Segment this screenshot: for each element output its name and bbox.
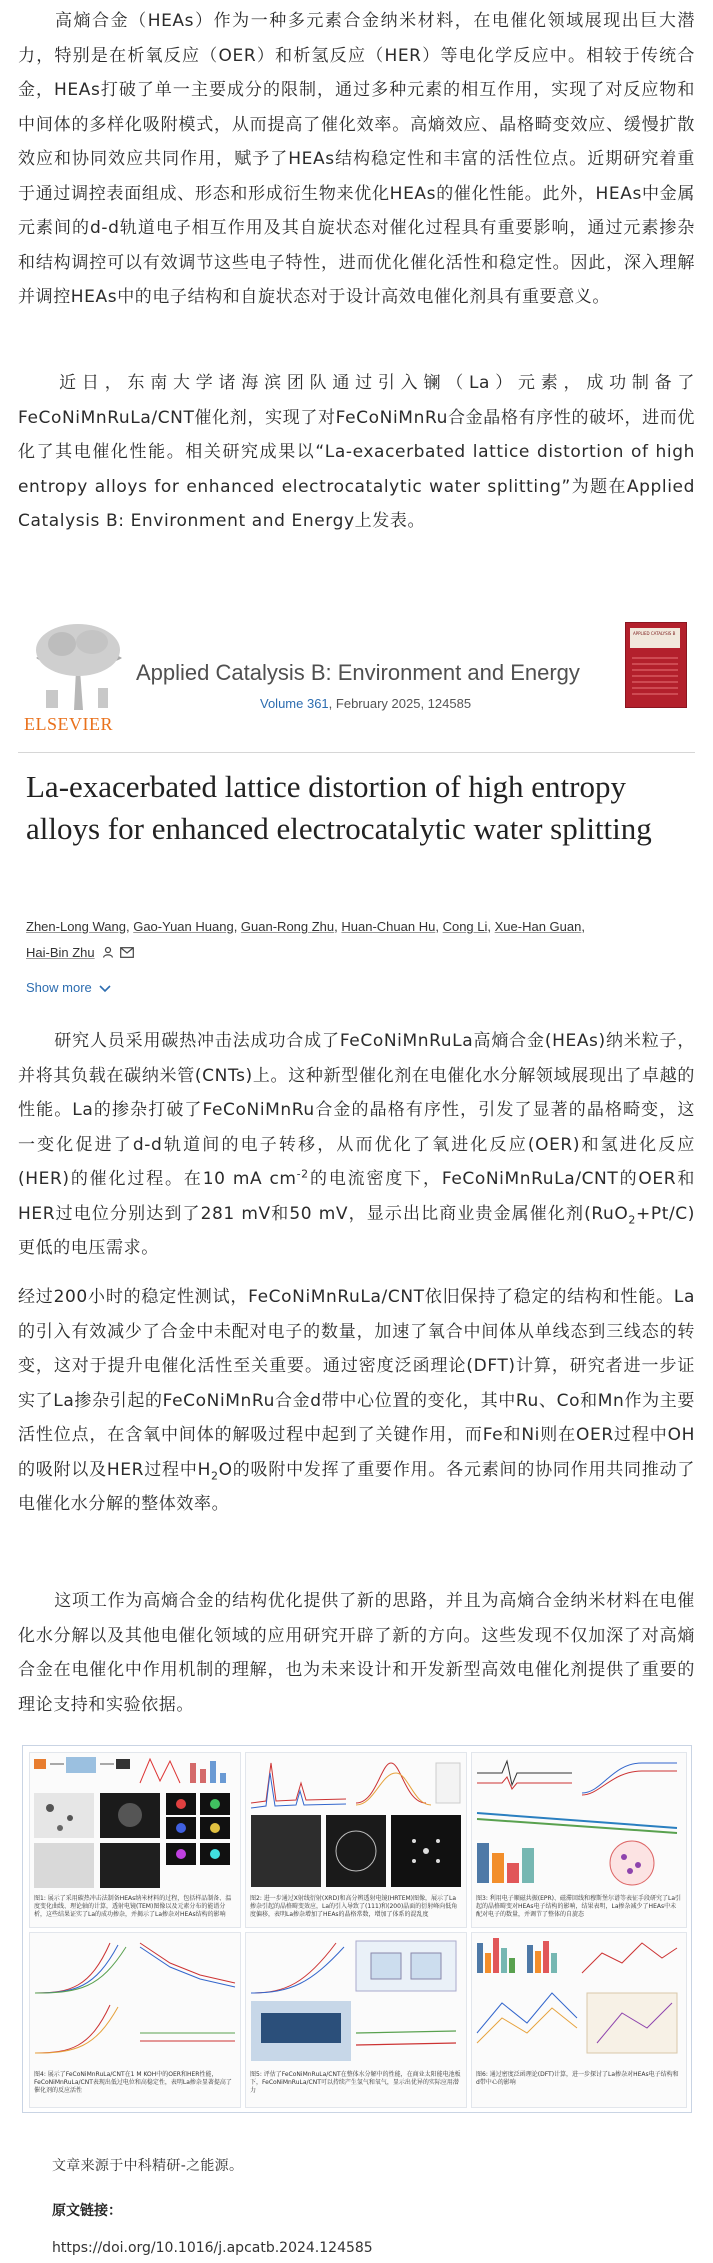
publisher-name: ELSEVIER (24, 714, 113, 734)
journal-cover-image[interactable] (625, 622, 687, 708)
body-paragraph-stability: 经过200小时的稳定性测试，FeCoNiMnRuLa/CNT依旧保持了稳定的结构和性能。La的引入有效减少了合金中未配对电子的数量，加速了氧合中间体从单线态到三线态的转变，这对于提升电催化活性至关重要。通过密度泛函理论(DFT)计算，研究者进一步证实了La掺杂引起的FeCoNiMnRu合金d带中心位置的变化，其中Ru、Co和Mn作为主要活性位点，在含氧中间体的解吸过程中起到了关键作用，而Fe和Ni则在OER过程中OH的吸附以及HER过程中$H_2O$的吸附中发挥了重要作用。各元素间的协同作用共同推动了电催化水分解的整体效率。 (18, 1287, 695, 1514)
composite-figure[interactable] (22, 1745, 692, 2113)
original-link-label: 原文链接： (52, 2203, 122, 2219)
show-more-button[interactable] (26, 980, 111, 996)
body-paragraph-conclusion: 这项工作为高熵合金的结构优化提供了新的思路，并且为高熵合金纳米材料在电催化水分解以及其他电催化领域的应用研究开辟了新的方向。这些发现不仅加深了对高熵合金在电催化中作用机制的理解，也为未来设计和开发新型高效电催化剂提供了重要的理论支持和实验依据。 (18, 1591, 695, 1715)
figure-caption-5: 图5: 评估了FeCoNiMnRuLa/CNT在整体水分解中的性能，在商业太阳能电池板下，FeCoNiMnRuLa/CNT可以持续产生氢气和氧气，显示出优异的实际应用潜力 (250, 2071, 461, 2094)
figure-caption-2: 图2: 进一步通过X射线衍射(XRD)和高分辨透射电镜(HRTEM)图像，展示了La掺杂引起的晶格畸变效应，La的引入导致了(111)和(200)晶面的衍射峰向低角度偏移，表明La掺杂增加了HEAs的晶格常数，增加了体系的混乱度 (250, 1895, 458, 1918)
figure-caption-1: 图1: 展示了采用碳热冲击法制备HEAs纳米材料的过程，包括样品制备、温度变化曲线、理论轴的计算，透射电镜(TEM)图像以及元素分布的能谱分析，这些结果证实了La的成功掺杂，并揭示了La掺杂对HEAs结构的影响 (34, 1895, 232, 1918)
volume-link[interactable]: Volume 361 (260, 696, 329, 711)
envelope-icon[interactable] (120, 941, 134, 967)
figure-panel-1 (29, 1752, 241, 1928)
article-source: 文章来源于中科精研-之能源。 (52, 2158, 244, 2174)
author-link[interactable]: Guan-Rong Zhu (240, 919, 335, 934)
figure-panel-4 (29, 1932, 241, 2108)
journal-volume: Volume 361, February 2025, 124585 (260, 696, 472, 711)
chevron-down-icon (99, 981, 111, 996)
figure-caption-3: 图3: 利用电子顺磁共振(EPR)、磁滞回线和穆斯堡尔谱等表征手段研究了La引起的晶格畸变对HEAs电子结构的影响，结果表明，La掺杂减少了HEAs中未配对电子的数量，并调节了整体的自旋态 (476, 1895, 682, 1918)
original-link-url[interactable]: https://doi.org/10.1016/j.apcatb.2024.124585 (52, 2240, 373, 2256)
author-list: Zhen-Long Wang, Gao-Yuan Huang, Guan-Rong Zhu, Huan-Chuan Hu, Cong Li, Xue-Han Guan, Hai-Bin Zhu (26, 914, 686, 967)
figure-caption-4: 图4: 展示了FeCoNiMnRuLa/CNT在1 M KOH中的OER和HER性能，FeCoNiMnRuLa/CNT表现出低过电位和高稳定性，表明La掺杂显著提高了催化剂的反应活性 (34, 2071, 232, 2094)
author-link[interactable]: Xue-Han Guan (494, 919, 582, 934)
author-link[interactable]: Gao-Yuan Huang (133, 919, 234, 934)
figure-panel-6 (471, 1932, 687, 2108)
journal-banner (18, 620, 695, 740)
cover-title: APPLIED CATALYSIS B (633, 631, 676, 636)
journal-name[interactable]: Applied Catalysis B: Environment and Energy (136, 660, 580, 685)
figure-caption-6: 图6: 通过密度泛函理论(DFT)计算，进一步探讨了La掺杂对HEAs电子结构和d带中心的影响 (476, 2071, 679, 2086)
body-paragraph-results: 研究人员采用碳热冲击法成功合成了FeCoNiMnRuLa高熵合金(HEAs)纳米粒子，并将其负载在碳纳米管(CNTs)上。这种新型催化剂在电催化水分解领域展现出了卓越的性能。La的掺杂打破了FeCoNiMnRu合金的晶格有序性，引发了显著的晶格畸变，这一变化促进了d-d轨道间的电子转移，从而优化了氧进化反应(OER)和氢进化反应(HER)的催化过程。在10 mA $cm^{-2}$的电流密度下，FeCoNiMnRuLa/CNT的OER和HER过电位分别达到了281 mV和50 mV，显示出比商业贵金属催化剂(RuO$_2$+Pt/C)更低的电压需求。 (18, 1031, 695, 1258)
intro-paragraph-2: 近日，东南大学诸海滨团队通过引入镧（La）元素，成功制备了FeCoNiMnRuLa/CNT催化剂，实现了对FeCoNiMnRu合金晶格有序性的破坏，进而优化了其电催化性能。相关研究成果以“La-exacerbated lattice distortion of high entropy alloys for enhanced electrocatalytic water splitting”为题在Applied Catalysis B: Environment and Energy上发表。 (18, 373, 695, 531)
banner-divider (18, 752, 695, 753)
article-title: La-exacerbated lattice distortion of high entropy alloys for enhanced electrocatalytic water splitting (26, 769, 652, 846)
author-link[interactable]: Hai-Bin Zhu (26, 945, 95, 960)
figure-panel-3 (471, 1752, 687, 1928)
author-link[interactable]: Cong Li (442, 919, 488, 934)
intro-paragraph-1: 高熵合金（HEAs）作为一种多元素合金纳米材料，在电催化领域展现出巨大潜力，特别是在析氧反应（OER）和析氢反应（HER）等电化学反应中。相较于传统合金，HEAs打破了单一主要成分的限制，通过多种元素的相互作用，实现了对反应物和中间体的多样化吸附模式，从而提高了催化效率。高熵效应、晶格畸变效应、缓慢扩散效应和协同效应共同作用，赋予了HEAs结构稳定性和丰富的活性位点。近期研究着重于通过调控表面组成、形态和形成衍生物来优化HEAs的催化性能。此外，HEAs中金属元素间的d-d轨道电子相互作用及其自旋状态对催化过程具有重要影响，通过元素掺杂和结构调控可以有效调节这些电子特性，进而优化催化活性和稳定性。因此，深入理解并调控HEAs中的电子结构和自旋状态对于设计高效电催化剂具有重要意义。 (18, 11, 695, 307)
author-link[interactable]: Huan-Chuan Hu (341, 919, 436, 934)
author-link[interactable]: Zhen-Long Wang (26, 919, 126, 934)
figure-panel-5 (245, 1932, 467, 2108)
figure-panel-2 (245, 1752, 467, 1928)
show-more-label: Show more (26, 980, 92, 995)
person-icon[interactable] (102, 941, 114, 967)
